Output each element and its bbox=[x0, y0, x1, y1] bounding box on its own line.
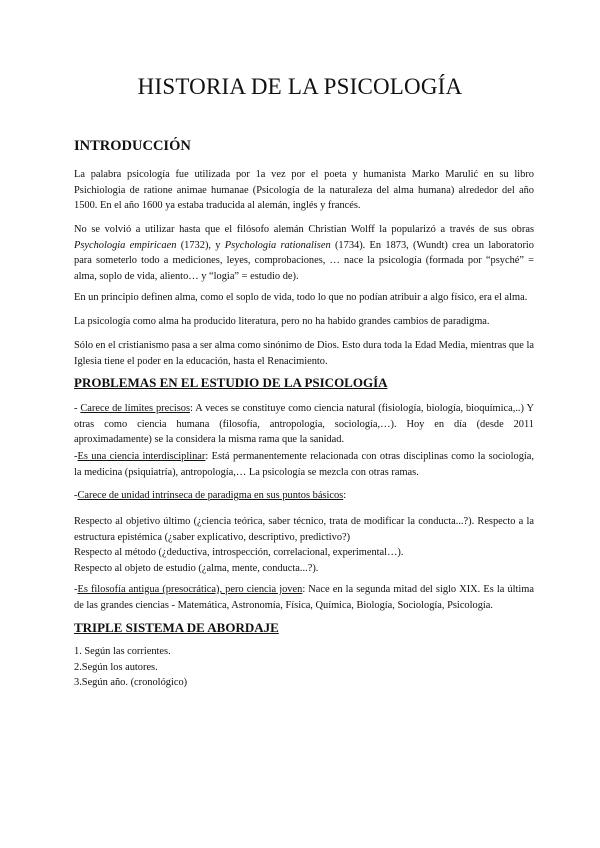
intro-p2-text-a: No se volvió a utilizar hasta que el filósofo alemán Christian Wolff la popularizó a través de sus obras bbox=[74, 224, 534, 235]
problem-item-interdisciplinary-term: Es una ciencia interdisciplinar bbox=[77, 451, 206, 462]
problem-item-paradigm-text: : bbox=[343, 490, 347, 501]
list-item: 1. Según las corrientes. bbox=[74, 646, 171, 657]
respect-line: Respecto al método (¿deductiva, introspección, correlacional, experimental…). bbox=[74, 547, 404, 558]
work-title-rationalisen: Psychologia rationalisen bbox=[224, 239, 331, 251]
intro-paragraph-3: En un principio definen alma, como el soplo de vida, todo lo que no podían atribuir a algo físico, era el alma. bbox=[74, 292, 528, 303]
work-title-empiricaen: Psychologia empiricaen bbox=[74, 239, 177, 251]
problem-item-limits-term: Carece de límites precisos bbox=[80, 403, 191, 414]
respect-line: Respecto al objetivo último (¿ciencia teórica, saber técnico, trata de modificar la conducta...?). Respecto a la estructura epistémica (¿saber explicativo, descriptivo, predictivo?) bbox=[74, 516, 534, 543]
problem-item-young-science-term: Es filosofía antigua (presocrática), pero ciencia joven bbox=[77, 584, 303, 595]
problem-item-paradigm bbox=[74, 488, 534, 504]
intro-paragraph-5: Sólo en el cristianismo pasa a ser alma como sinónimo de Dios. Esto dura toda la Edad Media, mientras que la Iglesia tiene el poder en la educación, hasta el Renacimiento. bbox=[74, 340, 534, 367]
respect-line: Respecto al objeto de estudio (¿alma, mente, conducta...?). bbox=[74, 562, 319, 574]
intro-p2-text-b: (1732), y bbox=[176, 239, 225, 251]
list-item: 2.Según los autores. bbox=[74, 661, 158, 673]
problems-heading: PROBLEMAS EN EL ESTUDIO DE LA PSICOLOGÍA bbox=[74, 375, 388, 390]
intro-paragraph-4: La psicología como alma ha producido literatura, pero no ha habido grandes cambios de paradigma. bbox=[74, 316, 490, 327]
problem-item-limits-text: : A veces se constituye como ciencia natural (fisiología, biología, bioquímica,..) Y otras como ciencia humana (filosofía, antropología, sociología,…). Hoy en día (desde 2011 aproximadamente) se la considera la misma rama que la sanidad. bbox=[74, 403, 534, 445]
problem-item-young-science-prefix: - bbox=[74, 584, 78, 595]
triple-heading: TRIPLE SISTEMA DE ABORDAJE bbox=[74, 620, 279, 635]
triple-list bbox=[74, 644, 534, 691]
problem-item-limits-prefix: - bbox=[74, 403, 81, 414]
intro-p2-text-c: (1734). En 1873, (Wundt) crea un laboratorio para someterlo todo a mediciones, leyes, comprobaciones, … nace la psicología (formada por “psyché” = alma, soplo de vida, aliento… y “logia” = estudio de). bbox=[74, 239, 534, 282]
intro-paragraph-2 bbox=[74, 222, 534, 284]
problem-item-young-science bbox=[74, 582, 534, 613]
intro-heading: INTRODUCCIÓN bbox=[74, 138, 191, 154]
problem-item-limits bbox=[74, 401, 534, 448]
problem-item-interdisciplinary-text: : Está permanentemente relacionada con otras disciplinas como la sociología, la medicina (psiquiatría), antropología,… La psicología se mezcla con otras ramas. bbox=[74, 451, 534, 478]
problem-item-paradigm-prefix: - bbox=[74, 490, 78, 501]
problem-item-interdisciplinary-prefix: - bbox=[74, 451, 78, 462]
intro-paragraph-1: La palabra psicología fue utilizada por 1a vez por el poeta y humanista Marko Marulić en su libro Psichiologia de ratione animae humanae (Psicología de la naturaleza del alma humana) alrededor del año 1500. En el año 1600 ya estaba traducida al alemán, inglés y francés. bbox=[74, 169, 534, 211]
problem-item-interdisciplinary bbox=[74, 449, 534, 480]
problem-item-paradigm-term: Carece de unidad intrínseca de paradigma en sus puntos básicos bbox=[77, 490, 344, 501]
list-item: 3.Según año. (cronológico) bbox=[74, 677, 188, 688]
page-title: HISTORIA DE LA PSICOLOGÍA bbox=[137, 74, 463, 99]
respects-block bbox=[74, 514, 534, 576]
problem-item-young-science-text: : Nace en la segunda mitad del siglo XIX. Es la última de las grandes ciencias - Matemática, Astronomía, Física, Química, Biología, Sociología, Psicología. bbox=[74, 584, 534, 611]
